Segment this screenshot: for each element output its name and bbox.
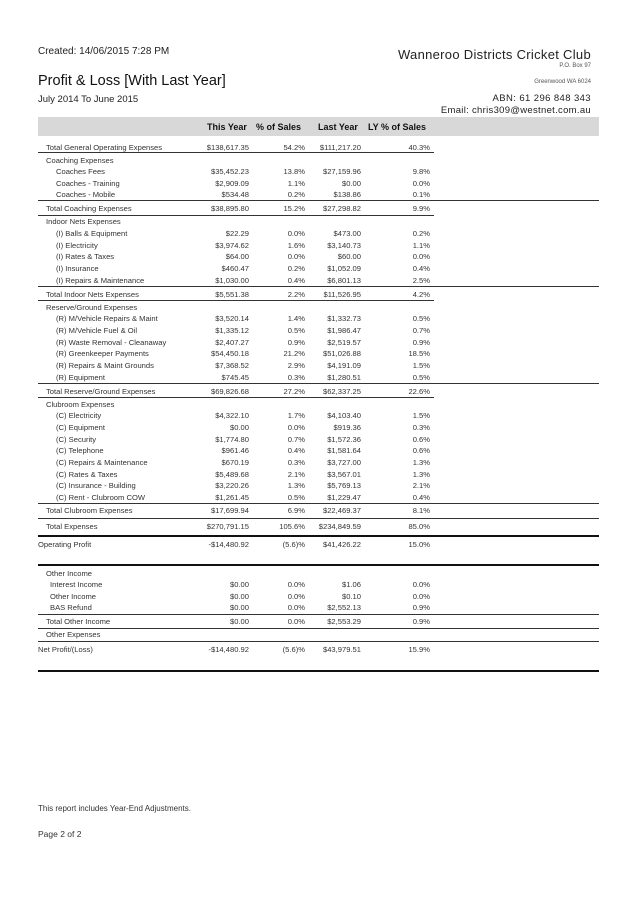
cell-pct-sales: 0.0% (287, 252, 305, 261)
cell-this-year: $2,909.09 (215, 179, 249, 188)
cell-ly-pct-sales: 15.0% (408, 540, 430, 549)
cell-last-year: $1,229.47 (327, 493, 361, 502)
cell-last-year: $5,769.13 (327, 481, 361, 490)
cell-last-year: $2,519.57 (327, 338, 361, 347)
cell-last-year: $3,140.73 (327, 241, 361, 250)
cell-pct-sales: 21.2% (283, 349, 305, 358)
cell-last-year: $473.00 (333, 229, 361, 238)
row-label: (R) Waste Removal - Cleanaway (56, 338, 167, 347)
col-header-ly-pct-sales: LY % of Sales (368, 122, 427, 132)
cell-last-year: $138.86 (333, 190, 361, 199)
cell-last-year: $62,337.25 (322, 387, 361, 396)
table-rule (38, 518, 599, 519)
cell-last-year: $22,469.37 (322, 506, 361, 515)
row-label: Total General Operating Expenses (46, 143, 163, 152)
cell-this-year: $138,617.35 (206, 143, 249, 152)
cell-last-year: $234,849.59 (318, 522, 361, 531)
cell-this-year: $3,974.62 (215, 241, 249, 250)
cell-pct-sales: 0.0% (287, 580, 305, 589)
cell-pct-sales: 0.4% (287, 276, 305, 285)
cell-this-year: $22.29 (225, 229, 249, 238)
row-label: Coaches - Training (56, 179, 120, 188)
cell-this-year: $0.00 (229, 603, 249, 612)
cell-pct-sales: 0.0% (287, 423, 305, 432)
cell-pct-sales: 27.2% (283, 387, 305, 396)
col-header-pct-sales: % of Sales (256, 122, 302, 132)
cell-ly-pct-sales: 0.6% (412, 435, 430, 444)
row-label: (C) Rates & Taxes (56, 470, 118, 479)
cell-pct-sales: 0.2% (287, 264, 305, 273)
table-row (0, 290, 637, 302)
cell-last-year: $0.00 (341, 179, 361, 188)
cell-this-year: $1,030.00 (215, 276, 249, 285)
cell-last-year: $11,526.95 (323, 290, 361, 299)
table-row (0, 400, 637, 412)
row-label: (C) Rent - Clubroom COW (56, 493, 146, 502)
table-row (0, 303, 637, 315)
cell-pct-sales: 2.9% (287, 361, 305, 370)
table-row (0, 361, 637, 373)
cell-ly-pct-sales: 0.0% (412, 179, 430, 188)
table-rule (38, 564, 599, 566)
col-header-last-year: Last Year (318, 122, 358, 132)
table-row (0, 326, 637, 338)
cell-pct-sales: (5.6)% (282, 645, 305, 654)
cell-last-year: $1.06 (341, 580, 361, 589)
cell-last-year: $111,217.20 (319, 143, 361, 152)
cell-this-year: -$14,480.92 (208, 645, 249, 654)
cell-ly-pct-sales: 85.0% (408, 522, 430, 531)
cell-pct-sales: 0.0% (287, 603, 305, 612)
cell-pct-sales: 1.7% (287, 411, 305, 420)
club-suburb: Greenwood WA 6024 (534, 79, 591, 85)
cell-last-year: $51,026.88 (322, 349, 361, 358)
cell-ly-pct-sales: 0.2% (412, 229, 430, 238)
cell-this-year: $64.00 (225, 252, 249, 261)
table-row (0, 630, 637, 642)
cell-ly-pct-sales: 0.3% (412, 423, 430, 432)
row-label: Clubroom Expenses (46, 400, 115, 409)
cell-last-year: $27,298.82 (322, 204, 361, 213)
cell-pct-sales: 105.6% (279, 522, 305, 531)
row-label: (R) M/Vehicle Repairs & Maint (56, 314, 158, 323)
table-row (0, 603, 637, 615)
cell-this-year: $54,450.18 (210, 349, 249, 358)
cell-this-year: $1,335.12 (215, 326, 249, 335)
table-row (0, 314, 637, 326)
cell-ly-pct-sales: 1.5% (412, 411, 430, 420)
cell-ly-pct-sales: 0.5% (412, 314, 430, 323)
cell-pct-sales: 1.6% (287, 241, 305, 250)
row-label: (R) M/Vehicle Fuel & Oil (56, 326, 138, 335)
row-label: (C) Repairs & Maintenance (56, 458, 148, 467)
cell-this-year: $38,895.80 (210, 204, 249, 213)
row-label: Coaches Fees (56, 167, 105, 176)
row-label: (R) Greenkeeper Payments (56, 349, 149, 358)
table-row (0, 617, 637, 629)
row-label: Total Clubroom Expenses (46, 506, 133, 515)
cell-last-year: $0.10 (341, 592, 361, 601)
cell-ly-pct-sales: 0.5% (412, 373, 430, 382)
cell-last-year: $2,553.29 (327, 617, 361, 626)
cell-last-year: $1,986.47 (327, 326, 361, 335)
club-name: Wanneroo Districts Cricket Club (397, 47, 591, 62)
table-row (0, 540, 637, 552)
cell-last-year: $41,426.22 (322, 540, 361, 549)
table-rule (38, 670, 599, 672)
cell-this-year: $3,520.14 (215, 314, 249, 323)
cell-last-year: $4,191.09 (327, 361, 361, 370)
cell-pct-sales: 6.9% (287, 506, 305, 515)
cell-last-year: $1,332.73 (327, 314, 361, 323)
table-row (0, 349, 637, 361)
cell-last-year: $60.00 (337, 252, 361, 261)
cell-this-year: $1,774.80 (215, 435, 249, 444)
table-row (0, 411, 637, 423)
cell-ly-pct-sales: 1.1% (412, 241, 430, 250)
cell-this-year: $1,261.45 (215, 493, 249, 502)
table-row (0, 458, 637, 470)
cell-pct-sales: 1.3% (287, 481, 305, 490)
row-label: Coaching Expenses (46, 156, 114, 165)
table-row (0, 645, 637, 657)
cell-ly-pct-sales: 2.1% (412, 481, 430, 490)
table-row (0, 522, 637, 534)
table-row (0, 446, 637, 458)
table-row (0, 156, 637, 168)
cell-ly-pct-sales: 8.1% (412, 506, 430, 515)
cell-this-year: $0.00 (229, 617, 249, 626)
cell-ly-pct-sales: 15.9% (408, 645, 430, 654)
cell-this-year: $2,407.27 (215, 338, 249, 347)
cell-this-year: $5,489.68 (215, 470, 249, 479)
table-row (0, 167, 637, 179)
cell-ly-pct-sales: 0.0% (412, 580, 430, 589)
row-label: (I) Rates & Taxes (56, 252, 115, 261)
cell-pct-sales: 0.4% (287, 446, 305, 455)
cell-pct-sales: 54.2% (283, 143, 305, 152)
table-row (0, 493, 637, 505)
cell-this-year: -$14,480.92 (208, 540, 249, 549)
cell-ly-pct-sales: 0.7% (412, 326, 430, 335)
cell-last-year: $1,280.51 (327, 373, 361, 382)
row-label: Net Profit/(Loss) (38, 645, 93, 654)
row-label: (I) Balls & Equipment (56, 229, 128, 238)
cell-last-year: $6,801.13 (327, 276, 361, 285)
table-row (0, 470, 637, 482)
cell-ly-pct-sales: 4.2% (412, 290, 430, 299)
cell-pct-sales: 0.5% (287, 326, 305, 335)
row-label: (R) Equipment (56, 373, 105, 382)
cell-ly-pct-sales: 0.4% (412, 264, 430, 273)
col-header-this-year: This Year (207, 122, 247, 132)
row-label: Reserve/Ground Expenses (46, 303, 138, 312)
table-row (0, 229, 637, 241)
cell-this-year: $7,368.52 (215, 361, 249, 370)
cell-this-year: $17,699.94 (210, 506, 249, 515)
table-row (0, 190, 637, 202)
row-label: Interest Income (50, 580, 103, 589)
row-label: (R) Repairs & Maint Grounds (56, 361, 154, 370)
cell-this-year: $69,826.68 (210, 387, 249, 396)
table-row (0, 569, 637, 581)
cell-last-year: $43,979.51 (322, 645, 361, 654)
cell-this-year: $35,452.23 (210, 167, 249, 176)
table-row (0, 338, 637, 350)
table-row (0, 204, 637, 216)
cell-this-year: $670.19 (221, 458, 249, 467)
cell-this-year: $0.00 (229, 423, 249, 432)
cell-this-year: $745.45 (221, 373, 249, 382)
cell-ly-pct-sales: 1.3% (412, 470, 430, 479)
cell-ly-pct-sales: 1.3% (412, 458, 430, 467)
table-row (0, 252, 637, 264)
cell-ly-pct-sales: 0.6% (412, 446, 430, 455)
cell-ly-pct-sales: 0.1% (412, 190, 430, 199)
table-row (0, 276, 637, 288)
cell-last-year: $3,727.00 (327, 458, 361, 467)
cell-pct-sales: 0.5% (287, 493, 305, 502)
table-row (0, 241, 637, 253)
cell-ly-pct-sales: 2.5% (412, 276, 430, 285)
cell-pct-sales: 2.2% (287, 290, 305, 299)
row-label: Coaches - Mobile (56, 190, 116, 199)
cell-pct-sales: 0.0% (287, 592, 305, 601)
cell-pct-sales: 13.8% (283, 167, 305, 176)
page-number: Page 2 of 2 (38, 829, 82, 839)
cell-pct-sales: 0.0% (287, 617, 305, 626)
cell-this-year: $270,791.15 (206, 522, 249, 531)
club-po-box: P.O. Box 97 (559, 63, 591, 69)
table-row (0, 217, 637, 229)
cell-ly-pct-sales: 9.8% (412, 167, 430, 176)
cell-ly-pct-sales: 0.9% (412, 338, 430, 347)
table-row (0, 580, 637, 592)
cell-ly-pct-sales: 18.5% (408, 349, 430, 358)
row-label: (C) Insurance - Building (56, 481, 136, 490)
table-rule (38, 535, 599, 537)
cell-pct-sales: 0.2% (287, 190, 305, 199)
cell-this-year: $4,322.10 (215, 411, 249, 420)
cell-ly-pct-sales: 1.5% (412, 361, 430, 370)
cell-ly-pct-sales: 0.4% (412, 493, 430, 502)
cell-last-year: $1,052.09 (327, 264, 361, 273)
cell-this-year: $460.47 (221, 264, 249, 273)
row-label: BAS Refund (50, 603, 92, 612)
cell-pct-sales: 0.9% (287, 338, 305, 347)
row-label: (I) Insurance (56, 264, 99, 273)
cell-ly-pct-sales: 0.9% (412, 603, 430, 612)
cell-pct-sales: 1.1% (287, 179, 305, 188)
table-row (0, 592, 637, 604)
cell-ly-pct-sales: 0.9% (412, 617, 430, 626)
row-label: Other Expenses (46, 630, 101, 639)
row-label: Total Coaching Expenses (46, 204, 132, 213)
report-period: July 2014 To June 2015 (38, 94, 139, 105)
row-label: Indoor Nets Expenses (46, 217, 121, 226)
table-row (0, 264, 637, 276)
cell-last-year: $1,572.36 (327, 435, 361, 444)
cell-this-year: $5,551.38 (215, 290, 249, 299)
cell-this-year: $3,220.26 (215, 481, 249, 490)
cell-this-year: $534.48 (221, 190, 249, 199)
cell-last-year: $1,581.64 (327, 446, 361, 455)
cell-pct-sales: 0.3% (287, 373, 305, 382)
row-label: (C) Telephone (56, 446, 104, 455)
table-row (0, 435, 637, 447)
cell-pct-sales: 0.3% (287, 458, 305, 467)
cell-last-year: $2,552.13 (327, 603, 361, 612)
table-row (0, 481, 637, 493)
cell-ly-pct-sales: 40.3% (408, 143, 430, 152)
cell-pct-sales: 2.1% (287, 470, 305, 479)
row-label: Total Reserve/Ground Expenses (46, 387, 156, 396)
cell-ly-pct-sales: 9.9% (412, 204, 430, 213)
row-label: Operating Profit (38, 540, 92, 549)
club-email: Email: chris309@westnet.com.au (440, 105, 591, 116)
cell-this-year: $0.00 (229, 592, 249, 601)
row-label: (C) Security (56, 435, 97, 444)
cell-this-year: $0.00 (229, 580, 249, 589)
cell-this-year: $961.46 (221, 446, 249, 455)
table-row (0, 387, 637, 399)
table-row (0, 423, 637, 435)
table-row (0, 506, 637, 518)
row-label: Total Other Income (46, 617, 111, 626)
cell-ly-pct-sales: 0.0% (412, 252, 430, 261)
row-label: Total Indoor Nets Expenses (46, 290, 139, 299)
cell-pct-sales: 1.4% (287, 314, 305, 323)
table-row (0, 179, 637, 191)
report-title: Profit & Loss [With Last Year] (38, 73, 226, 89)
created-timestamp: Created: 14/06/2015 7:28 PM (38, 46, 170, 57)
row-label: (C) Equipment (56, 423, 105, 432)
cell-ly-pct-sales: 22.6% (408, 387, 430, 396)
row-label: Other Income (50, 592, 97, 601)
row-label: Total Expenses (46, 522, 98, 531)
cell-pct-sales: 15.2% (283, 204, 305, 213)
cell-last-year: $3,567.01 (327, 470, 361, 479)
table-row (0, 143, 637, 155)
cell-last-year: $4,103.40 (327, 411, 361, 420)
cell-pct-sales: 0.0% (287, 229, 305, 238)
club-abn: ABN: 61 296 848 343 (492, 93, 591, 104)
row-label: (I) Repairs & Maintenance (56, 276, 145, 285)
cell-last-year: $27,159.96 (322, 167, 361, 176)
row-label: (C) Electricity (56, 411, 102, 420)
cell-pct-sales: (5.6)% (282, 540, 305, 549)
cell-last-year: $919.36 (333, 423, 361, 432)
table-row (0, 373, 637, 385)
footer-note: This report includes Year-End Adjustments. (38, 804, 191, 813)
row-label: Other Income (46, 569, 93, 578)
cell-ly-pct-sales: 0.0% (412, 592, 430, 601)
row-label: (I) Electricity (56, 241, 98, 250)
cell-pct-sales: 0.7% (287, 435, 305, 444)
